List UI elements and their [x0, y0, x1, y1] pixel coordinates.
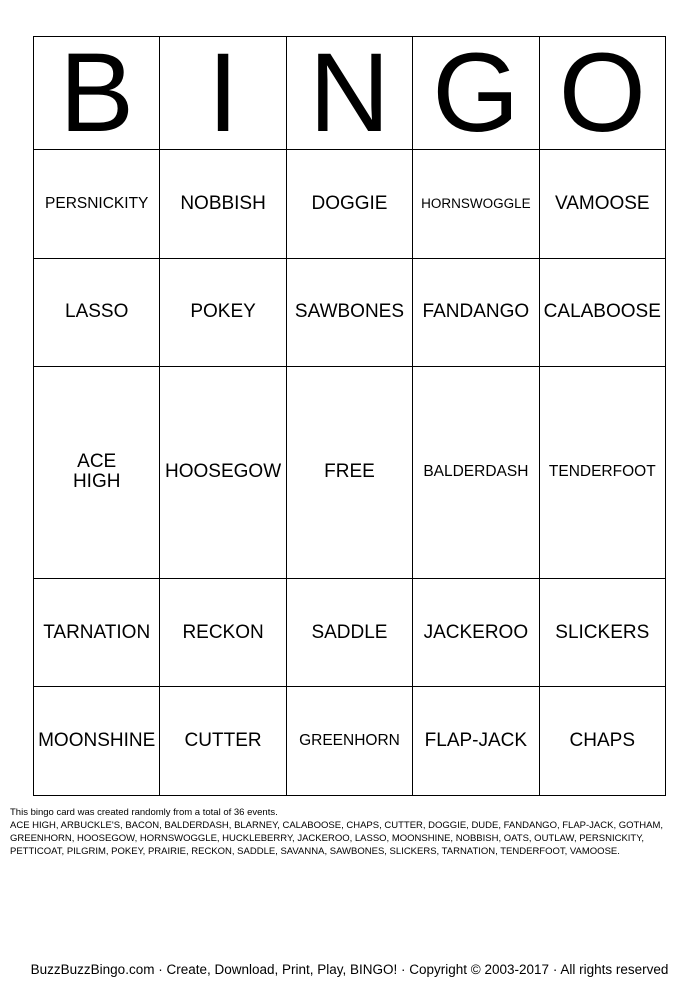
cell-text: SAWBONES	[294, 301, 405, 323]
cell-text: VAMOOSE	[554, 192, 650, 214]
cell-text: CHAPS	[569, 730, 636, 752]
bingo-cell	[539, 687, 665, 796]
cell-text: BALDERDASH	[423, 463, 529, 481]
bingo-cell	[160, 258, 286, 367]
bingo-header-row	[34, 37, 666, 150]
bingo-cell	[160, 578, 286, 687]
header-letter-i: I	[160, 37, 286, 150]
bingo-row	[34, 578, 666, 687]
bingo-cell	[160, 367, 286, 579]
header-letter-g: G	[413, 37, 539, 150]
cell-text: JACKEROO	[423, 621, 529, 643]
bingo-cell-free	[286, 367, 412, 579]
bingo-cell	[539, 367, 665, 579]
bingo-cell	[34, 687, 160, 796]
cell-text: FLAP-JACK	[424, 730, 528, 752]
cell-text: GREENHORN	[299, 732, 400, 750]
bingo-cell	[539, 150, 665, 259]
cell-text: SADDLE	[311, 621, 388, 643]
bingo-row	[34, 150, 666, 259]
cell-text: PERSNICKITY	[45, 194, 149, 212]
bingo-cell	[286, 258, 412, 367]
cell-text: HOOSEGOW	[165, 461, 282, 483]
bingo-row	[34, 258, 666, 367]
bingo-cell	[34, 258, 160, 367]
bingo-cell	[413, 150, 539, 259]
bingo-cell	[34, 578, 160, 687]
bingo-cell	[286, 687, 412, 796]
bingo-cell	[413, 687, 539, 796]
bingo-row	[34, 367, 666, 579]
bingo-cell	[413, 258, 539, 367]
copyright-line: BuzzBuzzBingo.com · Create, Download, Print, Play, BINGO! · Copyright © 2003-2017 · All rights reserved	[30, 962, 669, 977]
cell-text: HORNSWOGGLE	[421, 195, 531, 211]
cell-text: SLICKERS	[555, 621, 650, 643]
cell-text: FREE	[324, 461, 375, 483]
cell-text: ACE HIGH	[72, 451, 121, 493]
bingo-cell	[160, 687, 286, 796]
bingo-cell	[160, 150, 286, 259]
cell-text: NOBBISH	[180, 192, 266, 214]
cell-text: CUTTER	[184, 730, 262, 752]
bingo-cell	[286, 578, 412, 687]
cell-text: MOONSHINE	[38, 730, 156, 752]
cell-text: LASSO	[65, 301, 129, 323]
event-list-note	[10, 806, 690, 858]
cell-text: TARNATION	[43, 621, 151, 643]
bingo-cell	[413, 367, 539, 579]
bingo-row	[34, 687, 666, 796]
header-letter-o: O	[539, 37, 665, 150]
event-list-intro: This bingo card was created randomly from a total of 36 events.	[10, 807, 278, 818]
bingo-cell	[539, 578, 665, 687]
bingo-cell	[539, 258, 665, 367]
header-letter-b: B	[34, 37, 160, 150]
bingo-cell	[34, 150, 160, 259]
bingo-cell	[286, 150, 412, 259]
bingo-cell	[34, 367, 160, 579]
cell-text: RECKON	[182, 621, 264, 643]
header-letter-n: N	[286, 37, 412, 150]
bingo-card	[33, 30, 666, 796]
cell-text: POKEY	[190, 301, 256, 323]
cell-text: TENDERFOOT	[548, 463, 656, 481]
cell-text: DOGGIE	[311, 192, 388, 214]
cell-text: CALABOOSE	[543, 301, 661, 323]
event-list: ACE HIGH, ARBUCKLE'S, BACON, BALDERDASH, BLARNEY, CALABOOSE, CHAPS, CUTTER, DOGGIE, DUDE, FANDANGO, FLAP-JACK, GOTHAM, GREENHORN, HOOSEGOW, HORNSWOGGLE, HUCKLEBERRY, JACKEROO, LASSO, MOONSHINE, NOBBISH, OATS, OUTLAW, PERSNICKITY, PETTICOAT, PILGRIM, POKEY, PRAIRIE, RECKON, SADDLE, SAVANNA, SAWBONES, SLICKERS, TARNATION, TENDERFOOT, VAMOOSE.	[10, 820, 664, 857]
cell-text: FANDANGO	[422, 301, 530, 323]
bingo-cell	[413, 578, 539, 687]
